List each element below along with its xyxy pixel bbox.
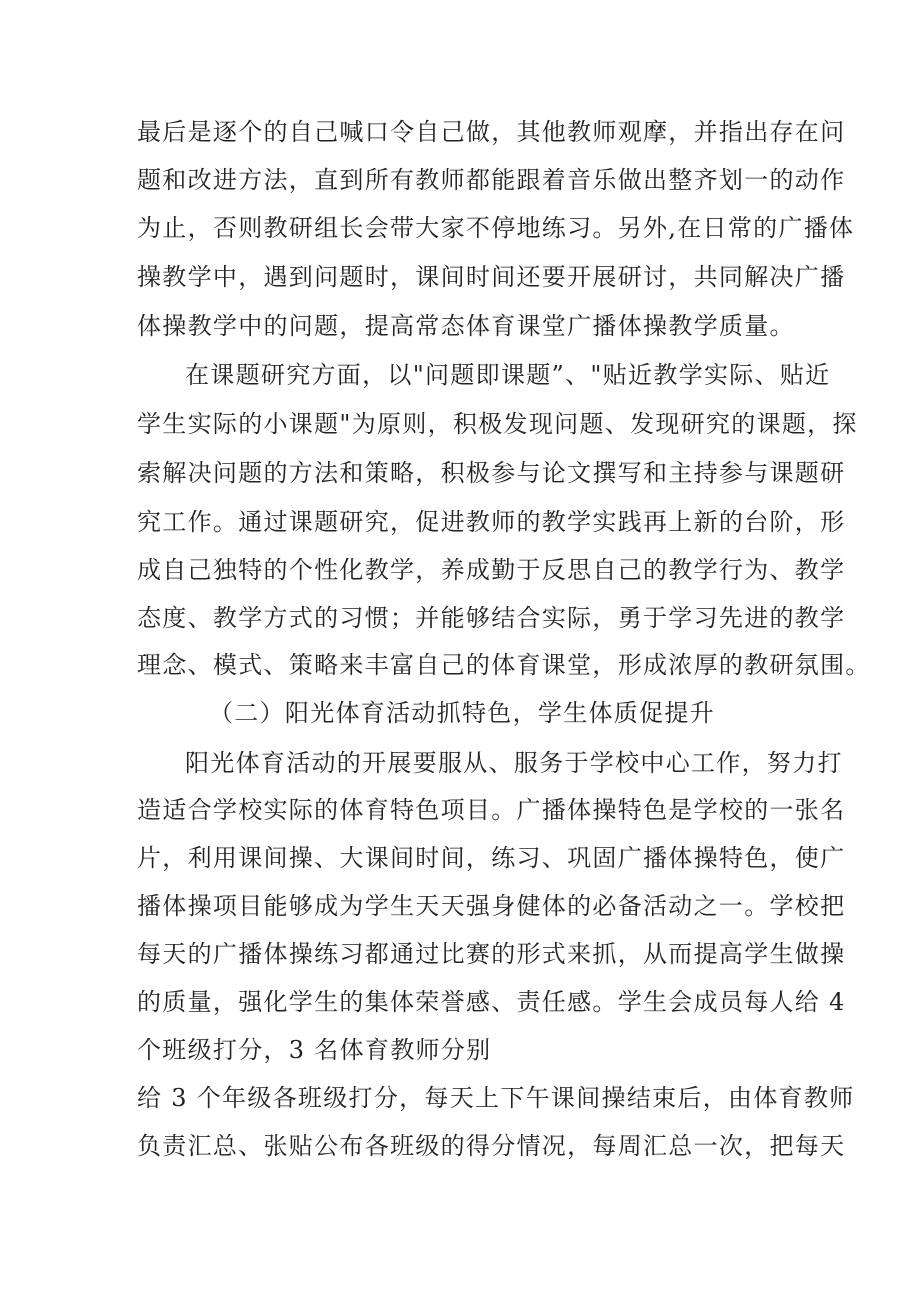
text-line: 个班级打分，3 名体育教师分别 xyxy=(137,1036,492,1064)
text-line: 操教学中，遇到问题时，课间时间还要开展研讨，共同解决广播 xyxy=(137,263,846,291)
text-line: 体操教学中的问题，提高常态体育课堂广播体操教学质量。 xyxy=(137,312,795,340)
text-line: 在课题研究方面，以"问题即课题”、"贴近教学实际、贴近 xyxy=(185,361,831,389)
text-line: 态度、教学方式的习惯；并能够结合实际，勇于学习先进的教学 xyxy=(137,604,846,632)
section-heading: （二）阳光体育活动抓特色，学生体质促提升 xyxy=(209,699,715,727)
text-line: 究工作。通过课题研究，促进教师的教学实践再上新的台阶，形 xyxy=(137,508,846,536)
text-line: 为止，否则教研组长会带大家不停地练习。另外,在日常的广播体 xyxy=(137,214,855,242)
text-line: 题和改进方法，直到所有教师都能跟着音乐做出整齐划一的动作 xyxy=(137,166,846,194)
text-line: 的质量，强化学生的集体荣誉感、责任感。学生会成员每人给 4 xyxy=(137,988,846,1016)
text-line: 负责汇总、张贴公布各班级的得分情况，每周汇总一次，把每天 xyxy=(137,1132,846,1160)
text-line: 学生实际的小课题"为原则，积极发现问题、发现研究的课题，探 xyxy=(137,410,858,438)
text-line: 成自己独特的个性化教学，养成勤于反思自己的教学行为、教学 xyxy=(137,556,846,584)
text-line: 最后是逐个的自己喊口令自己做，其他教师观摩，并指出存在问 xyxy=(137,118,846,146)
text-line: 阳光体育活动的开展要服从、服务于学校中心工作，努力打 xyxy=(185,749,843,777)
text-line: 播体操项目能够成为学生天天强身健体的必备活动之一。学校把 xyxy=(137,892,846,920)
text-line: 理念、模式、策略来丰富自己的体育课堂，形成浓厚的教研氛围。 xyxy=(137,651,871,679)
text-line: 给 3 个年级各班级打分，每天上下午课间操结束后，由体育教师 xyxy=(137,1084,855,1112)
text-line: 每天的广播体操练习都通过比赛的形式来抓，从而提高学生做操 xyxy=(137,940,846,968)
text-line: 索解决问题的方法和策略，积极参与论文撰写和主持参与课题研 xyxy=(137,459,846,487)
text-line: 片，利用课间操、大课间时间，练习、巩固广播体操特色，使广 xyxy=(137,844,846,872)
text-line: 造适合学校实际的体育特色项目。广播体操特色是学校的一张名 xyxy=(137,796,846,824)
